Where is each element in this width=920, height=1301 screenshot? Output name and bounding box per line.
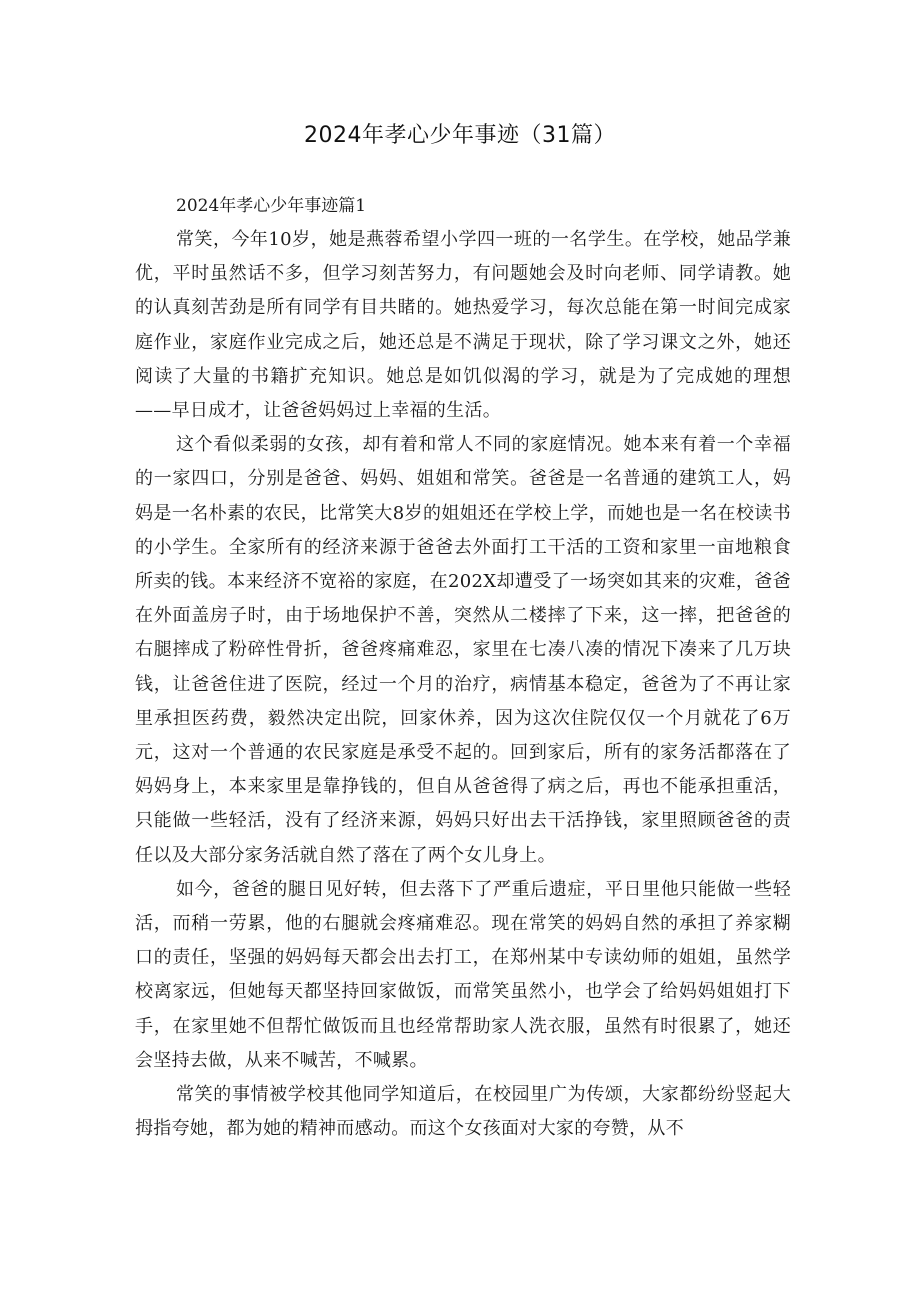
document-title: 2024年孝心少年事迹（31篇） [304, 123, 616, 148]
paragraph-1: 常笑，今年10岁，她是燕蓉希望小学四一班的一名学生。在学校，她品学兼优，平时虽然话不多，但学习刻苦努力，有问题她会及时向老师、同学请教。她的认真刻苦劲是所有同学有目共睹的。她热爱学习，每次总能在第一时间完成家庭作业，家庭作业完成之后，她还总是不满足于现状，除了学习课文之外，她还阅读了大量的书籍扩充知识。她总是如饥似渴的学习，就是为了完成她的理想——早日成才，让爸爸妈妈过上幸福的生活。 [135, 229, 791, 422]
paragraph-4: 常笑的事情被学校其他同学知道后，在校园里广为传颂，大家都纷纷竖起大拇指夸她，都为她的精神而感动。而这个女孩面对大家的夸赞，从不 [135, 1084, 791, 1140]
paragraph-3: 如今，爸爸的腿日见好转，但去落下了严重后遗症，平日里他只能做一些轻活，而稍一劳累，他的右腿就会疼痛难忍。现在常笑的妈妈自然的承担了养家糊口的责任，坚强的妈妈每天都会出去打工，在郑州某中专读幼师的姐姐，虽然学校离家远，但她每天都坚持回家做饭，而常笑虽然小，也学会了给妈妈姐姐打下手，在家里她不但帮忙做饭而且也经常帮助家人洗衣服，虽然有时很累了，她还会坚持去做，从来不喊苦，不喊累。 [135, 878, 791, 1071]
document-body [135, 189, 791, 1146]
paragraph-2: 这个看似柔弱的女孩，却有着和常人不同的家庭情况。她本来有着一个幸福的一家四口，分别是爸爸、妈妈、姐姐和常笑。爸爸是一名普通的建筑工人，妈妈是一名朴素的农民，比常笑大8岁的姐姐还在学校上学，而她也是一名在校读书的小学生。全家所有的经济来源于爸爸去外面打工干活的工资和家里一亩地粮食所卖的钱。本来经济不宽裕的家庭，在202X却遭受了一场突如其来的灾难，爸爸在外面盖房子时，由于场地保护不善，突然从二楼摔了下来，这一摔，把爸爸的右腿摔成了粉碎性骨折，爸爸疼痛难忍，家里在七凑八凑的情况下凑来了几万块钱，让爸爸住进了医院，经过一个月的治疗，病情基本稳定，爸爸为了不再让家里承担医药费，毅然决定出院，回家休养，因为这次住院仅仅一个月就花了6万元，这对一个普通的农民家庭是承受不起的。回到家后，所有的家务活都落在了妈妈身上，本来家里是靠挣钱的，但自从爸爸得了病之后，再也不能承担重活，只能做一些轻活，没有了经济来源，妈妈只好出去干活挣钱，家里照顾爸爸的责任以及大部分家务活就自然了落在了两个女儿身上。 [135, 434, 791, 866]
section-heading: 2024年孝心少年事迹篇1 [176, 196, 367, 216]
